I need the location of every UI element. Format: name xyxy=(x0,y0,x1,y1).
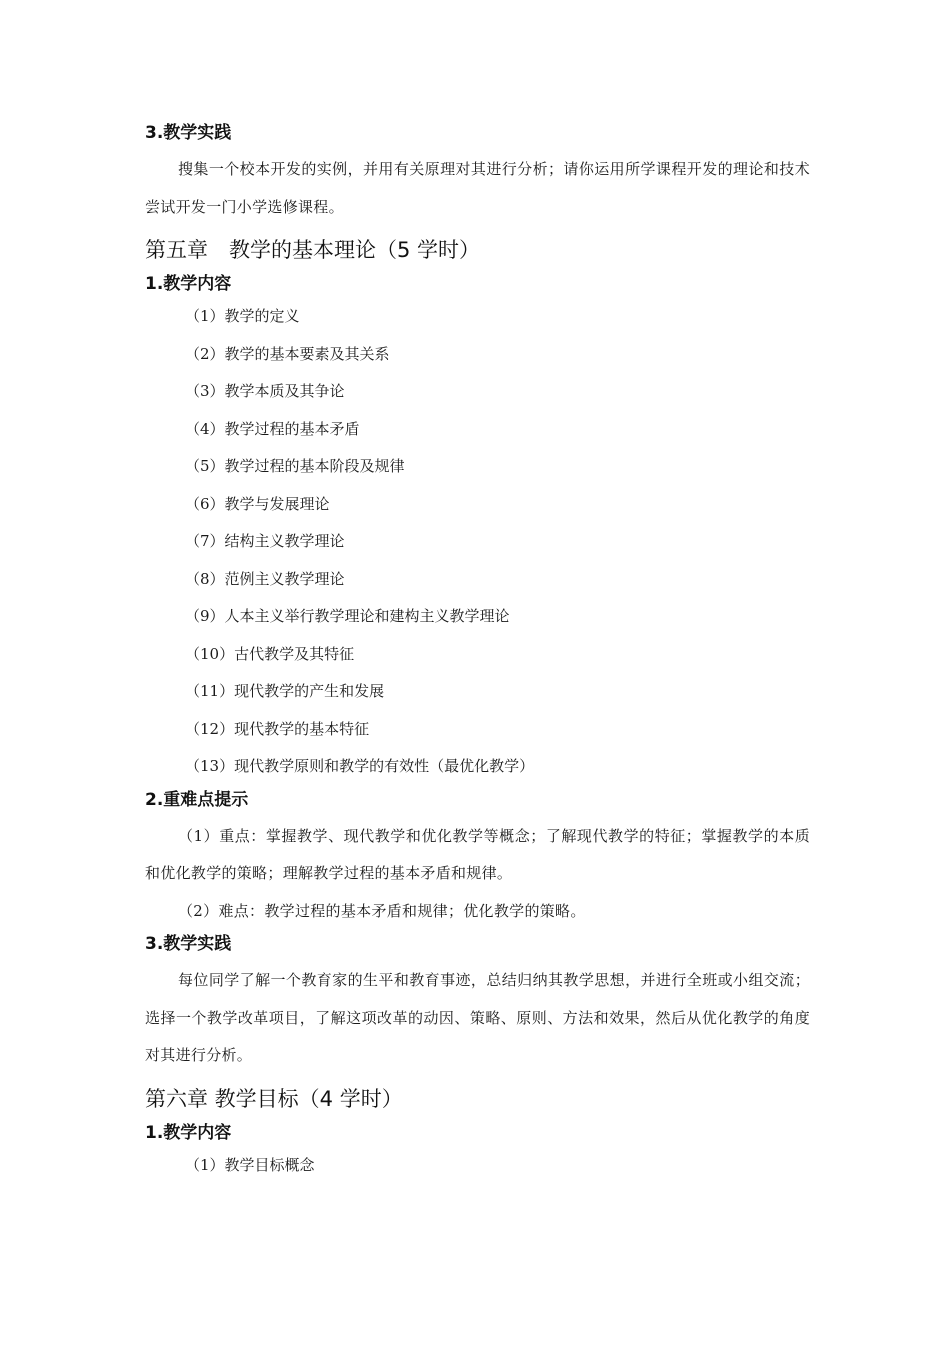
chapter-title: 第五章 教学的基本理论（5 学时） xyxy=(145,238,481,262)
section-heading-practice: 3.教学实践 xyxy=(145,934,232,954)
list-item: （5）教学过程的基本阶段及规律 xyxy=(185,457,405,475)
section-heading-content: 1.教学内容 xyxy=(145,274,232,294)
list-item: （8）范例主义教学理论 xyxy=(185,569,345,588)
key-points-paragraph: （1）重点：掌握教学、现代教学和优化教学等概念；了解现代教学的特征；掌握教学的本质和优化教学的策略；理解教学过程的基本矛盾和规律。 xyxy=(145,826,810,882)
list-item: （10）古代教学及其特征 xyxy=(185,644,355,663)
list-item: （2）教学的基本要素及其关系 xyxy=(185,344,390,363)
practice-paragraph: 每位同学了解一个教育家的生平和教育事迹，总结归纳其教学思想，并进行全班或小组交流；选择一个教学改革项目，了解这项改革的动因、策略、原则、方法和效果，然后从优化教学的角度对其进行分析。 xyxy=(145,971,810,1064)
list-item: （6）教学与发展理论 xyxy=(185,494,330,513)
list-item: （12）现代教学的基本特征 xyxy=(185,719,370,738)
section-heading-content: 1.教学内容 xyxy=(145,1122,232,1143)
content-list xyxy=(145,298,810,786)
list-item: （1）教学的定义 xyxy=(185,307,300,325)
content-list xyxy=(145,1147,810,1185)
chapter-title: 第六章 教学目标（4 学时） xyxy=(145,1086,403,1111)
practice-paragraph: 搜集一个校本开发的实例，并用有关原理对其进行分析；请你运用所学课程开发的理论和技术尝试开发一门小学选修课程。 xyxy=(145,160,810,216)
list-item: （9）人本主义举行教学理论和建构主义教学理论 xyxy=(185,607,510,625)
list-item: （4）教学过程的基本矛盾 xyxy=(185,419,360,438)
list-item: （7）结构主义教学理论 xyxy=(185,532,345,550)
list-item: （1）教学目标概念 xyxy=(185,1155,315,1174)
difficult-points-paragraph: （2）难点：教学过程的基本矛盾和规律；优化教学的策略。 xyxy=(178,901,586,920)
section-heading-key-points: 2.重难点提示 xyxy=(145,789,249,810)
list-item: （11）现代教学的产生和发展 xyxy=(185,682,385,700)
list-item: （13）现代教学原则和教学的有效性（最优化教学） xyxy=(185,757,535,775)
list-item: （3）教学本质及其争论 xyxy=(185,382,345,400)
section-heading-practice: 3.教学实践 xyxy=(145,123,232,143)
page-content xyxy=(145,119,810,1184)
